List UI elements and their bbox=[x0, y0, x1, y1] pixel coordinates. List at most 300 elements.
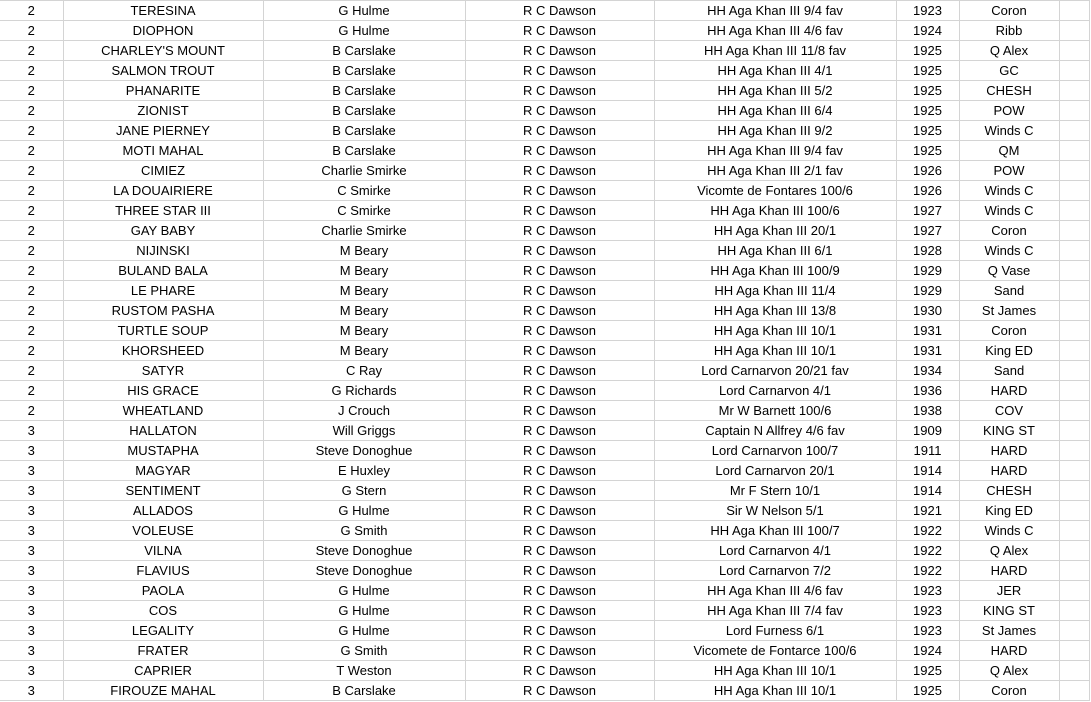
race-cell[interactable]: QM bbox=[959, 141, 1059, 161]
jockey-cell[interactable]: M Beary bbox=[263, 301, 465, 321]
age-cell[interactable]: 2 bbox=[0, 341, 63, 361]
owner-odds-cell[interactable]: Lord Carnarvon 100/7 bbox=[654, 441, 896, 461]
empty-cell[interactable] bbox=[1059, 61, 1089, 81]
year-cell[interactable]: 1923 bbox=[896, 581, 959, 601]
horse-cell[interactable]: RUSTOM PASHA bbox=[63, 301, 263, 321]
age-cell[interactable]: 3 bbox=[0, 441, 63, 461]
race-cell[interactable]: Coron bbox=[959, 681, 1059, 701]
race-cell[interactable]: HARD bbox=[959, 461, 1059, 481]
table-row bbox=[0, 241, 1089, 261]
trainer-cell[interactable]: R C Dawson bbox=[465, 121, 654, 141]
table-row bbox=[0, 621, 1089, 641]
trainer-cell[interactable]: R C Dawson bbox=[465, 321, 654, 341]
age-cell[interactable]: 3 bbox=[0, 641, 63, 661]
horse-cell[interactable]: PHANARITE bbox=[63, 81, 263, 101]
jockey-cell[interactable]: M Beary bbox=[263, 341, 465, 361]
trainer-cell[interactable]: R C Dawson bbox=[465, 521, 654, 541]
horse-cell[interactable]: WHEATLAND bbox=[63, 401, 263, 421]
trainer-cell[interactable]: R C Dawson bbox=[465, 281, 654, 301]
jockey-cell[interactable]: B Carslake bbox=[263, 681, 465, 701]
year-cell[interactable]: 1925 bbox=[896, 61, 959, 81]
empty-cell[interactable] bbox=[1059, 401, 1089, 421]
age-cell[interactable]: 2 bbox=[0, 221, 63, 241]
table-row bbox=[0, 661, 1089, 681]
year-cell[interactable]: 1930 bbox=[896, 301, 959, 321]
owner-odds-cell[interactable]: HH Aga Khan III 9/4 fav bbox=[654, 1, 896, 21]
race-cell[interactable]: JER bbox=[959, 581, 1059, 601]
race-cell[interactable]: King ED bbox=[959, 501, 1059, 521]
trainer-cell[interactable]: R C Dawson bbox=[465, 1, 654, 21]
race-cell[interactable]: HARD bbox=[959, 441, 1059, 461]
year-cell[interactable]: 1924 bbox=[896, 641, 959, 661]
table-row bbox=[0, 301, 1089, 321]
owner-odds-cell[interactable]: HH Aga Khan III 100/6 bbox=[654, 201, 896, 221]
empty-cell[interactable] bbox=[1059, 41, 1089, 61]
horse-cell[interactable]: VILNA bbox=[63, 541, 263, 561]
race-cell[interactable]: St James bbox=[959, 621, 1059, 641]
jockey-cell[interactable]: Steve Donoghue bbox=[263, 541, 465, 561]
race-cell[interactable]: Winds C bbox=[959, 201, 1059, 221]
empty-cell[interactable] bbox=[1059, 381, 1089, 401]
age-cell[interactable]: 2 bbox=[0, 401, 63, 421]
empty-cell[interactable] bbox=[1059, 121, 1089, 141]
age-cell[interactable]: 3 bbox=[0, 621, 63, 641]
empty-cell[interactable] bbox=[1059, 421, 1089, 441]
horse-cell[interactable]: CAPRIER bbox=[63, 661, 263, 681]
age-cell[interactable]: 3 bbox=[0, 541, 63, 561]
year-cell[interactable]: 1929 bbox=[896, 281, 959, 301]
empty-cell[interactable] bbox=[1059, 641, 1089, 661]
trainer-cell[interactable]: R C Dawson bbox=[465, 501, 654, 521]
horse-cell[interactable]: TURTLE SOUP bbox=[63, 321, 263, 341]
empty-cell[interactable] bbox=[1059, 581, 1089, 601]
owner-odds-cell[interactable]: HH Aga Khan III 13/8 bbox=[654, 301, 896, 321]
jockey-cell[interactable]: M Beary bbox=[263, 261, 465, 281]
race-cell[interactable]: St James bbox=[959, 301, 1059, 321]
empty-cell[interactable] bbox=[1059, 101, 1089, 121]
jockey-cell[interactable]: G Smith bbox=[263, 641, 465, 661]
horse-cell[interactable]: GAY BABY bbox=[63, 221, 263, 241]
race-cell[interactable]: Winds C bbox=[959, 521, 1059, 541]
horse-cell[interactable]: THREE STAR III bbox=[63, 201, 263, 221]
year-cell[interactable]: 1927 bbox=[896, 201, 959, 221]
horse-cell[interactable]: MAGYAR bbox=[63, 461, 263, 481]
race-cell[interactable]: CHESH bbox=[959, 481, 1059, 501]
horse-cell[interactable]: LA DOUAIRIERE bbox=[63, 181, 263, 201]
age-cell[interactable]: 2 bbox=[0, 41, 63, 61]
owner-odds-cell[interactable]: HH Aga Khan III 2/1 fav bbox=[654, 161, 896, 181]
horse-cell[interactable]: PAOLA bbox=[63, 581, 263, 601]
trainer-cell[interactable]: R C Dawson bbox=[465, 541, 654, 561]
year-cell[interactable]: 1923 bbox=[896, 1, 959, 21]
year-cell[interactable]: 1925 bbox=[896, 81, 959, 101]
owner-odds-cell[interactable]: HH Aga Khan III 11/8 fav bbox=[654, 41, 896, 61]
owner-odds-cell[interactable]: HH Aga Khan III 7/4 fav bbox=[654, 601, 896, 621]
year-cell[interactable]: 1934 bbox=[896, 361, 959, 381]
trainer-cell[interactable]: R C Dawson bbox=[465, 61, 654, 81]
horse-cell[interactable]: DIOPHON bbox=[63, 21, 263, 41]
year-cell[interactable]: 1922 bbox=[896, 541, 959, 561]
age-cell[interactable]: 3 bbox=[0, 581, 63, 601]
owner-odds-cell[interactable]: HH Aga Khan III 9/4 fav bbox=[654, 141, 896, 161]
race-cell[interactable]: GC bbox=[959, 61, 1059, 81]
table-row bbox=[0, 81, 1089, 101]
trainer-cell[interactable]: R C Dawson bbox=[465, 421, 654, 441]
age-cell[interactable]: 3 bbox=[0, 421, 63, 441]
jockey-cell[interactable]: G Smith bbox=[263, 521, 465, 541]
owner-odds-cell[interactable]: HH Aga Khan III 5/2 bbox=[654, 81, 896, 101]
year-cell[interactable]: 1925 bbox=[896, 141, 959, 161]
jockey-cell[interactable]: J Crouch bbox=[263, 401, 465, 421]
year-cell[interactable]: 1914 bbox=[896, 461, 959, 481]
owner-odds-cell[interactable]: HH Aga Khan III 4/6 fav bbox=[654, 581, 896, 601]
trainer-cell[interactable]: R C Dawson bbox=[465, 41, 654, 61]
jockey-cell[interactable]: B Carslake bbox=[263, 41, 465, 61]
jockey-cell[interactable]: E Huxley bbox=[263, 461, 465, 481]
empty-cell[interactable] bbox=[1059, 601, 1089, 621]
table-row bbox=[0, 141, 1089, 161]
year-cell[interactable]: 1923 bbox=[896, 621, 959, 641]
trainer-cell[interactable]: R C Dawson bbox=[465, 561, 654, 581]
year-cell[interactable]: 1925 bbox=[896, 101, 959, 121]
trainer-cell[interactable]: R C Dawson bbox=[465, 681, 654, 701]
race-cell[interactable]: Winds C bbox=[959, 241, 1059, 261]
age-cell[interactable]: 2 bbox=[0, 81, 63, 101]
jockey-cell[interactable]: M Beary bbox=[263, 241, 465, 261]
owner-odds-cell[interactable]: Vicomete de Fontarce 100/6 bbox=[654, 641, 896, 661]
age-cell[interactable]: 2 bbox=[0, 281, 63, 301]
horse-cell[interactable]: KHORSHEED bbox=[63, 341, 263, 361]
age-cell[interactable]: 2 bbox=[0, 161, 63, 181]
race-cell[interactable]: HARD bbox=[959, 561, 1059, 581]
table-row bbox=[0, 381, 1089, 401]
horse-cell[interactable]: BULAND BALA bbox=[63, 261, 263, 281]
empty-cell[interactable] bbox=[1059, 21, 1089, 41]
trainer-cell[interactable]: R C Dawson bbox=[465, 161, 654, 181]
owner-odds-cell[interactable]: Vicomte de Fontares 100/6 bbox=[654, 181, 896, 201]
jockey-cell[interactable]: B Carslake bbox=[263, 81, 465, 101]
age-cell[interactable]: 2 bbox=[0, 61, 63, 81]
year-cell[interactable]: 1929 bbox=[896, 261, 959, 281]
age-cell[interactable]: 2 bbox=[0, 21, 63, 41]
empty-cell[interactable] bbox=[1059, 481, 1089, 501]
trainer-cell[interactable]: R C Dawson bbox=[465, 601, 654, 621]
owner-odds-cell[interactable]: HH Aga Khan III 6/1 bbox=[654, 241, 896, 261]
owner-odds-cell[interactable]: HH Aga Khan III 4/1 bbox=[654, 61, 896, 81]
trainer-cell[interactable]: R C Dawson bbox=[465, 441, 654, 461]
trainer-cell[interactable]: R C Dawson bbox=[465, 661, 654, 681]
owner-odds-cell[interactable]: HH Aga Khan III 10/1 bbox=[654, 681, 896, 701]
empty-cell[interactable] bbox=[1059, 281, 1089, 301]
table-row bbox=[0, 281, 1089, 301]
age-cell[interactable]: 2 bbox=[0, 141, 63, 161]
owner-odds-cell[interactable]: HH Aga Khan III 11/4 bbox=[654, 281, 896, 301]
year-cell[interactable]: 1923 bbox=[896, 601, 959, 621]
jockey-cell[interactable]: G Stern bbox=[263, 481, 465, 501]
trainer-cell[interactable]: R C Dawson bbox=[465, 621, 654, 641]
jockey-cell[interactable]: G Hulme bbox=[263, 21, 465, 41]
owner-odds-cell[interactable]: Lord Carnarvon 7/2 bbox=[654, 561, 896, 581]
trainer-cell[interactable]: R C Dawson bbox=[465, 641, 654, 661]
jockey-cell[interactable]: G Hulme bbox=[263, 1, 465, 21]
table-row bbox=[0, 441, 1089, 461]
horse-cell[interactable]: CIMIEZ bbox=[63, 161, 263, 181]
owner-odds-cell[interactable]: HH Aga Khan III 6/4 bbox=[654, 101, 896, 121]
table-row bbox=[0, 461, 1089, 481]
race-cell[interactable]: HARD bbox=[959, 641, 1059, 661]
empty-cell[interactable] bbox=[1059, 681, 1089, 701]
year-cell[interactable]: 1931 bbox=[896, 321, 959, 341]
empty-cell[interactable] bbox=[1059, 661, 1089, 681]
trainer-cell[interactable]: R C Dawson bbox=[465, 301, 654, 321]
year-cell[interactable]: 1928 bbox=[896, 241, 959, 261]
trainer-cell[interactable]: R C Dawson bbox=[465, 241, 654, 261]
owner-odds-cell[interactable]: Lord Furness 6/1 bbox=[654, 621, 896, 641]
empty-cell[interactable] bbox=[1059, 161, 1089, 181]
age-cell[interactable]: 2 bbox=[0, 261, 63, 281]
owner-odds-cell[interactable]: HH Aga Khan III 100/9 bbox=[654, 261, 896, 281]
owner-odds-cell[interactable]: Lord Carnarvon 20/1 bbox=[654, 461, 896, 481]
empty-cell[interactable] bbox=[1059, 621, 1089, 641]
trainer-cell[interactable]: R C Dawson bbox=[465, 81, 654, 101]
race-cell[interactable]: COV bbox=[959, 401, 1059, 421]
jockey-cell[interactable]: G Hulme bbox=[263, 621, 465, 641]
age-cell[interactable]: 2 bbox=[0, 381, 63, 401]
race-cell[interactable]: Ribb bbox=[959, 21, 1059, 41]
age-cell[interactable]: 2 bbox=[0, 241, 63, 261]
empty-cell[interactable] bbox=[1059, 261, 1089, 281]
empty-cell[interactable] bbox=[1059, 241, 1089, 261]
horse-cell[interactable]: VOLEUSE bbox=[63, 521, 263, 541]
empty-cell[interactable] bbox=[1059, 441, 1089, 461]
empty-cell[interactable] bbox=[1059, 81, 1089, 101]
age-cell[interactable]: 3 bbox=[0, 501, 63, 521]
owner-odds-cell[interactable]: Mr F Stern 10/1 bbox=[654, 481, 896, 501]
jockey-cell[interactable]: G Hulme bbox=[263, 601, 465, 621]
horse-cell[interactable]: FIROUZE MAHAL bbox=[63, 681, 263, 701]
empty-cell[interactable] bbox=[1059, 361, 1089, 381]
race-cell[interactable]: Q Alex bbox=[959, 41, 1059, 61]
age-cell[interactable]: 3 bbox=[0, 461, 63, 481]
trainer-cell[interactable]: R C Dawson bbox=[465, 261, 654, 281]
age-cell[interactable]: 2 bbox=[0, 201, 63, 221]
year-cell[interactable]: 1925 bbox=[896, 121, 959, 141]
trainer-cell[interactable]: R C Dawson bbox=[465, 221, 654, 241]
owner-odds-cell[interactable]: Lord Carnarvon 4/1 bbox=[654, 541, 896, 561]
year-cell[interactable]: 1925 bbox=[896, 41, 959, 61]
table-row bbox=[0, 581, 1089, 601]
horse-cell[interactable]: MOTI MAHAL bbox=[63, 141, 263, 161]
owner-odds-cell[interactable]: Sir W Nelson 5/1 bbox=[654, 501, 896, 521]
year-cell[interactable]: 1926 bbox=[896, 161, 959, 181]
horse-cell[interactable]: LE PHARE bbox=[63, 281, 263, 301]
jockey-cell[interactable]: M Beary bbox=[263, 321, 465, 341]
age-cell[interactable]: 3 bbox=[0, 561, 63, 581]
owner-odds-cell[interactable]: HH Aga Khan III 4/6 fav bbox=[654, 21, 896, 41]
empty-cell[interactable] bbox=[1059, 521, 1089, 541]
table-row bbox=[0, 681, 1089, 701]
jockey-cell[interactable]: G Hulme bbox=[263, 581, 465, 601]
age-cell[interactable]: 2 bbox=[0, 121, 63, 141]
race-cell[interactable]: Sand bbox=[959, 361, 1059, 381]
age-cell[interactable]: 2 bbox=[0, 101, 63, 121]
year-cell[interactable]: 1925 bbox=[896, 661, 959, 681]
age-cell[interactable]: 2 bbox=[0, 181, 63, 201]
race-cell[interactable]: Sand bbox=[959, 281, 1059, 301]
age-cell[interactable]: 2 bbox=[0, 301, 63, 321]
race-cell[interactable]: Q Alex bbox=[959, 541, 1059, 561]
owner-odds-cell[interactable]: HH Aga Khan III 10/1 bbox=[654, 321, 896, 341]
year-cell[interactable]: 1911 bbox=[896, 441, 959, 461]
race-cell[interactable]: KING ST bbox=[959, 601, 1059, 621]
jockey-cell[interactable]: Charlie Smirke bbox=[263, 221, 465, 241]
horse-cell[interactable]: HIS GRACE bbox=[63, 381, 263, 401]
owner-odds-cell[interactable]: HH Aga Khan III 10/1 bbox=[654, 341, 896, 361]
owner-odds-cell[interactable]: HH Aga Khan III 10/1 bbox=[654, 661, 896, 681]
jockey-cell[interactable]: B Carslake bbox=[263, 121, 465, 141]
table-row bbox=[0, 201, 1089, 221]
race-cell[interactable]: Coron bbox=[959, 221, 1059, 241]
horse-cell[interactable]: ZIONIST bbox=[63, 101, 263, 121]
jockey-cell[interactable]: C Smirke bbox=[263, 201, 465, 221]
race-cell[interactable]: King ED bbox=[959, 341, 1059, 361]
trainer-cell[interactable]: R C Dawson bbox=[465, 141, 654, 161]
horse-cell[interactable]: JANE PIERNEY bbox=[63, 121, 263, 141]
empty-cell[interactable] bbox=[1059, 561, 1089, 581]
table-row bbox=[0, 181, 1089, 201]
year-cell[interactable]: 1921 bbox=[896, 501, 959, 521]
owner-odds-cell[interactable]: HH Aga Khan III 20/1 bbox=[654, 221, 896, 241]
jockey-cell[interactable]: C Ray bbox=[263, 361, 465, 381]
empty-cell[interactable] bbox=[1059, 181, 1089, 201]
owner-odds-cell[interactable]: HH Aga Khan III 100/7 bbox=[654, 521, 896, 541]
race-cell[interactable]: Q Alex bbox=[959, 661, 1059, 681]
jockey-cell[interactable]: Steve Donoghue bbox=[263, 441, 465, 461]
table-row bbox=[0, 61, 1089, 81]
horse-cell[interactable]: HALLATON bbox=[63, 421, 263, 441]
year-cell[interactable]: 1924 bbox=[896, 21, 959, 41]
jockey-cell[interactable]: M Beary bbox=[263, 281, 465, 301]
horse-cell[interactable]: FRATER bbox=[63, 641, 263, 661]
owner-odds-cell[interactable]: Captain N Allfrey 4/6 fav bbox=[654, 421, 896, 441]
empty-cell[interactable] bbox=[1059, 341, 1089, 361]
year-cell[interactable]: 1925 bbox=[896, 681, 959, 701]
year-cell[interactable]: 1927 bbox=[896, 221, 959, 241]
race-cell[interactable]: Coron bbox=[959, 321, 1059, 341]
jockey-cell[interactable]: Will Griggs bbox=[263, 421, 465, 441]
race-cell[interactable]: Q Vase bbox=[959, 261, 1059, 281]
table-row bbox=[0, 21, 1089, 41]
age-cell[interactable]: 3 bbox=[0, 481, 63, 501]
owner-odds-cell[interactable]: Lord Carnarvon 20/21 fav bbox=[654, 361, 896, 381]
age-cell[interactable]: 3 bbox=[0, 601, 63, 621]
jockey-cell[interactable]: G Hulme bbox=[263, 501, 465, 521]
owner-odds-cell[interactable]: Lord Carnarvon 4/1 bbox=[654, 381, 896, 401]
horse-cell[interactable]: CHARLEY'S MOUNT bbox=[63, 41, 263, 61]
age-cell[interactable]: 3 bbox=[0, 681, 63, 701]
horse-cell[interactable]: FLAVIUS bbox=[63, 561, 263, 581]
jockey-cell[interactable]: T Weston bbox=[263, 661, 465, 681]
empty-cell[interactable] bbox=[1059, 321, 1089, 341]
age-cell[interactable]: 3 bbox=[0, 661, 63, 681]
grid-body bbox=[0, 1, 1089, 701]
age-cell[interactable]: 3 bbox=[0, 521, 63, 541]
trainer-cell[interactable]: R C Dawson bbox=[465, 181, 654, 201]
table-row bbox=[0, 321, 1089, 341]
table-row bbox=[0, 361, 1089, 381]
age-cell[interactable]: 2 bbox=[0, 361, 63, 381]
trainer-cell[interactable]: R C Dawson bbox=[465, 401, 654, 421]
race-cell[interactable]: Winds C bbox=[959, 181, 1059, 201]
owner-odds-cell[interactable]: HH Aga Khan III 9/2 bbox=[654, 121, 896, 141]
jockey-cell[interactable]: Charlie Smirke bbox=[263, 161, 465, 181]
race-cell[interactable]: HARD bbox=[959, 381, 1059, 401]
trainer-cell[interactable]: R C Dawson bbox=[465, 341, 654, 361]
year-cell[interactable]: 1938 bbox=[896, 401, 959, 421]
year-cell[interactable]: 1922 bbox=[896, 521, 959, 541]
horse-cell[interactable]: SALMON TROUT bbox=[63, 61, 263, 81]
race-cell[interactable]: POW bbox=[959, 161, 1059, 181]
horse-cell[interactable]: SENTIMENT bbox=[63, 481, 263, 501]
trainer-cell[interactable]: R C Dawson bbox=[465, 581, 654, 601]
horse-cell[interactable]: MUSTAPHA bbox=[63, 441, 263, 461]
jockey-cell[interactable]: B Carslake bbox=[263, 101, 465, 121]
empty-cell[interactable] bbox=[1059, 541, 1089, 561]
jockey-cell[interactable]: B Carslake bbox=[263, 141, 465, 161]
trainer-cell[interactable]: R C Dawson bbox=[465, 361, 654, 381]
trainer-cell[interactable]: R C Dawson bbox=[465, 461, 654, 481]
year-cell[interactable]: 1922 bbox=[896, 561, 959, 581]
horse-cell[interactable]: LEGALITY bbox=[63, 621, 263, 641]
jockey-cell[interactable]: G Richards bbox=[263, 381, 465, 401]
year-cell[interactable]: 1931 bbox=[896, 341, 959, 361]
year-cell[interactable]: 1926 bbox=[896, 181, 959, 201]
race-cell[interactable]: POW bbox=[959, 101, 1059, 121]
jockey-cell[interactable]: B Carslake bbox=[263, 61, 465, 81]
horse-cell[interactable]: COS bbox=[63, 601, 263, 621]
empty-cell[interactable] bbox=[1059, 501, 1089, 521]
owner-odds-cell[interactable]: Mr W Barnett 100/6 bbox=[654, 401, 896, 421]
jockey-cell[interactable]: C Smirke bbox=[263, 181, 465, 201]
race-cell[interactable]: CHESH bbox=[959, 81, 1059, 101]
empty-cell[interactable] bbox=[1059, 1, 1089, 21]
horse-cell[interactable]: NIJINSKI bbox=[63, 241, 263, 261]
empty-cell[interactable] bbox=[1059, 221, 1089, 241]
trainer-cell[interactable]: R C Dawson bbox=[465, 101, 654, 121]
age-cell[interactable]: 2 bbox=[0, 1, 63, 21]
empty-cell[interactable] bbox=[1059, 141, 1089, 161]
trainer-cell[interactable]: R C Dawson bbox=[465, 201, 654, 221]
trainer-cell[interactable]: R C Dawson bbox=[465, 381, 654, 401]
horse-cell[interactable]: TERESINA bbox=[63, 1, 263, 21]
year-cell[interactable]: 1914 bbox=[896, 481, 959, 501]
horse-cell[interactable]: ALLADOS bbox=[63, 501, 263, 521]
trainer-cell[interactable]: R C Dawson bbox=[465, 481, 654, 501]
horse-cell[interactable]: SATYR bbox=[63, 361, 263, 381]
table-row bbox=[0, 521, 1089, 541]
trainer-cell[interactable]: R C Dawson bbox=[465, 21, 654, 41]
race-cell[interactable]: Coron bbox=[959, 1, 1059, 21]
race-cell[interactable]: KING ST bbox=[959, 421, 1059, 441]
empty-cell[interactable] bbox=[1059, 461, 1089, 481]
year-cell[interactable]: 1909 bbox=[896, 421, 959, 441]
empty-cell[interactable] bbox=[1059, 301, 1089, 321]
race-cell[interactable]: Winds C bbox=[959, 121, 1059, 141]
age-cell[interactable]: 2 bbox=[0, 321, 63, 341]
year-cell[interactable]: 1936 bbox=[896, 381, 959, 401]
empty-cell[interactable] bbox=[1059, 201, 1089, 221]
jockey-cell[interactable]: Steve Donoghue bbox=[263, 561, 465, 581]
